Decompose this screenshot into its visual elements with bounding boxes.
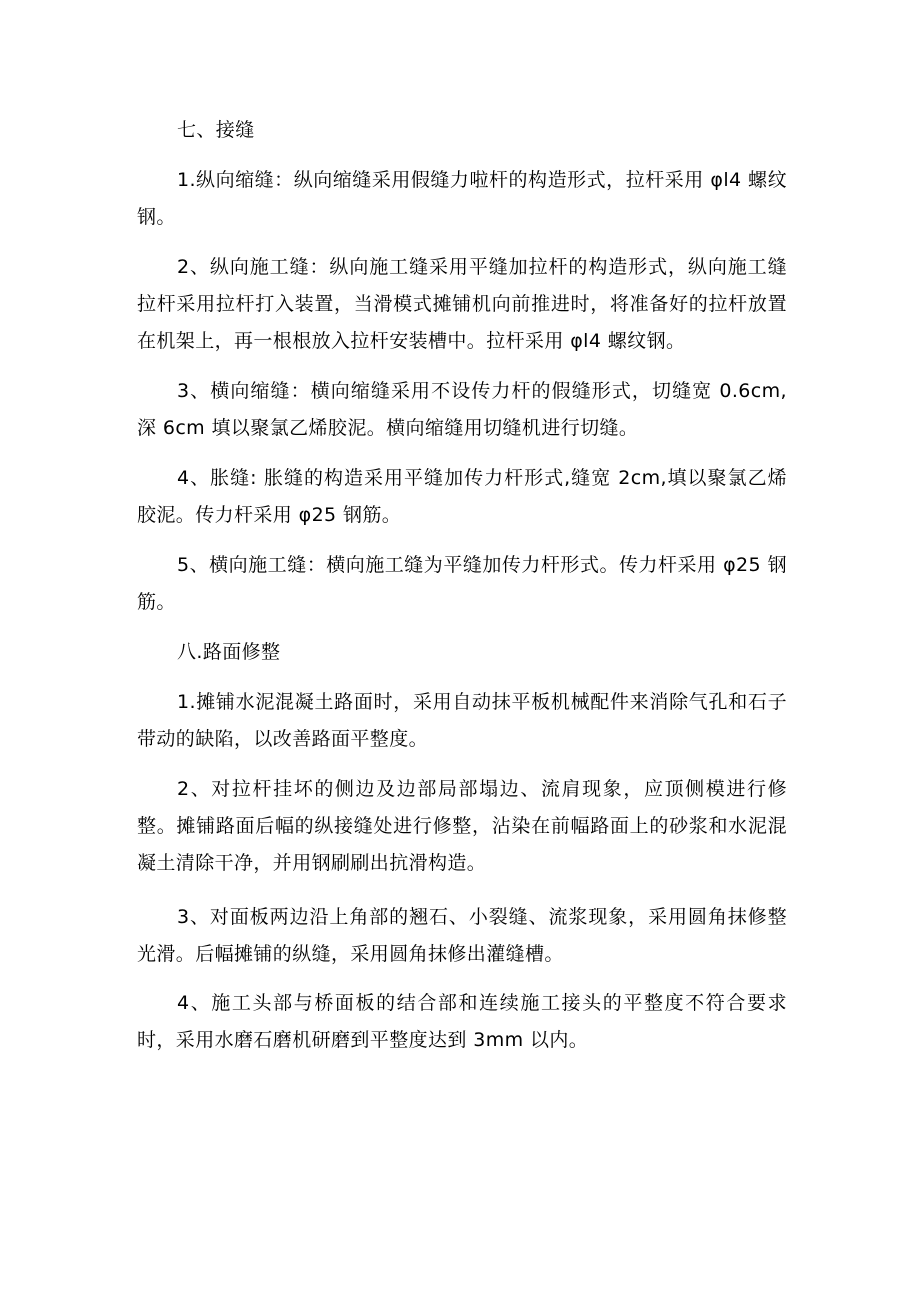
section-heading-joints: 七、接缝: [177, 119, 255, 141]
paragraph: 1.摊铺水泥混凝土路面时，采用自动抹平板机械配件来消除气孔和石子带动的缺陷，以改善路面平整度。: [137, 691, 787, 750]
paragraph: 5、横向施工缝：横向施工缝为平缝加传力杆形式。传力杆采用 φ25 钢筋。: [137, 554, 787, 613]
paragraph: 4、施工头部与桥面板的结合部和连续施工接头的平整度不符合要求时，采用水磨石磨机研磨到平整度达到 3mm 以内。: [137, 992, 787, 1051]
paragraph: 3、横向缩缝：横向缩缝采用不设传力杆的假缝形式，切缝宽 0.6cm,深 6cm 填以聚氯乙烯胶泥。横向缩缝用切缝机进行切缝。: [137, 380, 787, 439]
section-heading-road-finishing: 八.路面修整: [177, 641, 281, 663]
paragraph: 2、纵向施工缝：纵向施工缝采用平缝加拉杆的构造形式，纵向施工缝拉杆采用拉杆打入装置，当滑模式摊铺机向前推进时，将准备好的拉杆放置在机架上，再一根根放入拉杆安装槽中。拉杆采用 φl4 螺纹钢。: [137, 256, 787, 352]
paragraph: 2、对拉杆挂坏的侧边及边部局部塌边、流肩现象，应顶侧模进行修整。摊铺路面后幅的纵接缝处进行修整，沾染在前幅路面上的砂浆和水泥混凝土清除干净，并用钢刷刷出抗滑构造。: [137, 778, 787, 874]
document-body: [137, 112, 787, 1072]
paragraph: 4、胀缝: 胀缝的构造采用平缝加传力杆形式,缝宽 2cm,填以聚氯乙烯胶泥。传力杆采用 φ25 钢筋。: [137, 467, 787, 526]
paragraph: 1.纵向缩缝：纵向缩缝采用假缝力啦杆的构造形式，拉杆采用 φl4 螺纹钢。: [137, 169, 787, 228]
paragraph: 3、对面板两边沿上角部的翘石、小裂缝、流浆现象，采用圆角抹修整光滑。后幅摊铺的纵缝，采用圆角抹修出灌缝槽。: [137, 906, 787, 965]
